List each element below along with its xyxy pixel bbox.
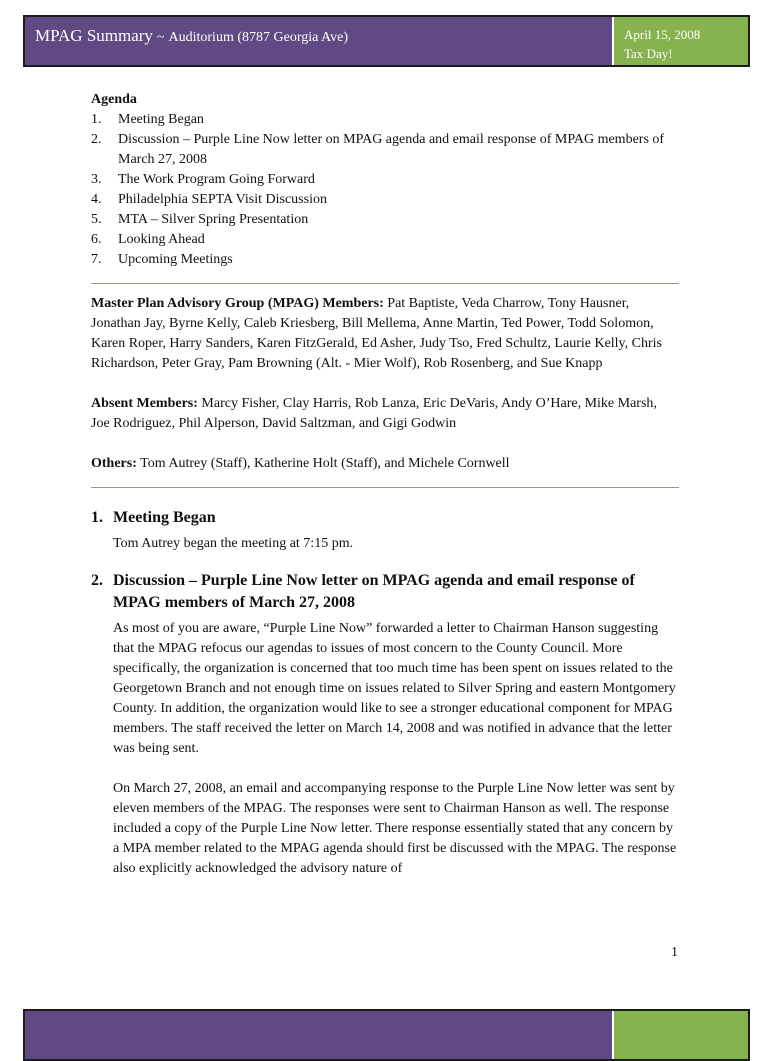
absent-list: Marcy Fisher, Clay Harris, Rob Lanza, Eric DeVaris, Andy O’Hare, Mike Marsh, Joe Rodriguez, Phil Alperson, David Saltzman, and Gigi Godwin <box>91 396 657 431</box>
others-paragraph <box>91 454 679 474</box>
members-label: Master Plan Advisory Group (MPAG) Members: <box>91 296 384 311</box>
agenda-item: 7. Upcoming Meetings <box>91 252 233 267</box>
others-list: Tom Autrey (Staff), Katherine Holt (Staff), and Michele Cornwell <box>140 456 510 471</box>
page-number: 1 <box>671 945 678 960</box>
section-paragraph: On March 27, 2008, an email and accompanying response to the Purple Line Now letter was sent by eleven members of the MPAG. The responses were sent to Chairman Hanson as well. The response included a copy of the Purple Line Now letter. There response essentially stated that any concern by a MPA member related to the MPAG agenda should first be discussed with the MPAG. The response also explicitly acknowledged the advisory nature of <box>113 781 677 876</box>
agenda-item: 5. MTA – Silver Spring Presentation <box>91 212 309 227</box>
header-title-block <box>25 1011 614 1059</box>
agenda-title: Agenda <box>91 92 137 107</box>
header-date: April 15, 2008 <box>624 27 701 42</box>
next-page-header <box>23 1009 750 1061</box>
divider <box>91 283 679 284</box>
agenda-item: 6. Looking Ahead <box>91 232 205 247</box>
header-location: Auditorium (8787 Georgia Ave) <box>168 30 349 45</box>
header-date-block <box>614 17 748 65</box>
section-paragraph: Tom Autrey began the meeting at 7:15 pm. <box>113 536 354 551</box>
section-heading: 2. Discussion – Purple Line Now letter on MPAG agenda and email response of MPAG members of March 27, 2008 <box>91 572 635 611</box>
agenda-item: 2. Discussion – Purple Line Now letter on MPAG agenda and email response of MPAG members of March 27, 2008 <box>91 132 665 167</box>
members-paragraph <box>91 294 679 374</box>
header-date-block <box>614 1011 748 1059</box>
section-heading: 1. Meeting Began <box>91 509 216 526</box>
agenda-list <box>91 110 679 270</box>
divider <box>91 487 679 488</box>
section-paragraph: As most of you are aware, “Purple Line Now” forwarded a letter to Chairman Hanson suggesting that the MPAG refocus our agendas to issues of most concern to the County Council. More specifically, the organization is concerned that too much time has been spent on issues related to the Georgetown Branch and not enough time on issues related to Silver Spring and eastern Montgomery County. In addition, the organization would like to see a stronger educational component for MPAG members. The staff received the letter on March 14, 2008 and was notified in advance that the letter was being sent. <box>113 621 676 756</box>
header-title-block <box>25 17 614 65</box>
members-list: Pat Baptiste, Veda Charrow, Tony Hausner, Jonathan Jay, Byrne Kelly, Caleb Kriesberg, Bill Mellema, Anne Martin, Ted Power, Todd Solomon, Karen Roper, Harry Sanders, Karen FitzGerald, Ed Asher, Judy Tso, Fred Schultz, Laurie Kelly, Chris Richardson, Peter Gray, Pam Browning (Alt. - Mier Wolf), Rob Rosenberg, and Sue Knapp <box>91 296 662 371</box>
header-separator: ~ <box>156 30 165 45</box>
document-body <box>91 90 679 879</box>
page-header <box>23 15 750 67</box>
header-note: Tax Day! <box>624 46 673 61</box>
header-title: MPAG Summary <box>35 26 153 45</box>
agenda-item: 4. Philadelphia SEPTA Visit Discussion <box>91 192 327 207</box>
others-label: Others: <box>91 456 137 471</box>
absent-label: Absent Members: <box>91 396 198 411</box>
agenda-item: 1. Meeting Began <box>91 112 204 127</box>
agenda-item: 3. The Work Program Going Forward <box>91 172 315 187</box>
absent-paragraph <box>91 394 679 434</box>
